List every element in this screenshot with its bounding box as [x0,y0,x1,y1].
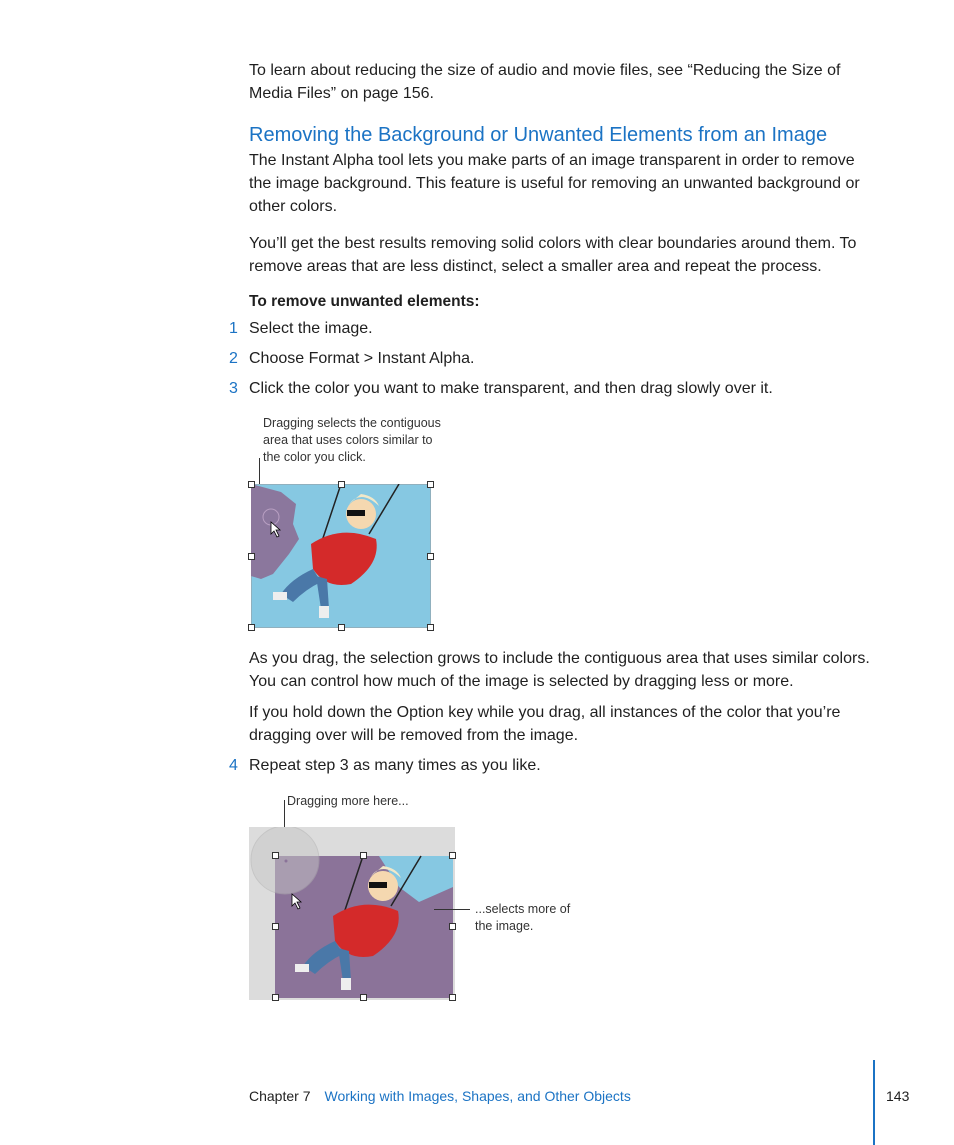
step-4 [229,755,541,777]
selection-handle[interactable] [272,923,279,930]
swing-photo-partial-selection [251,484,431,628]
step-number: 3 [229,380,238,397]
selection-handle[interactable] [248,553,255,560]
step-number: 2 [229,350,238,367]
section-heading: Removing the Background or Unwanted Elements from an Image [249,124,828,146]
selection-handle[interactable] [449,994,456,1001]
footer-divider [873,1060,875,1145]
step-2 [229,348,474,370]
step-1 [229,318,373,340]
selection-handle[interactable] [272,994,279,1001]
step-number: 1 [229,320,238,337]
paragraph-best-results: You’ll get the best results removing solid colors with clear boundaries around them. To remove areas that are less distinct, select a smaller area and repeat the process. [249,235,857,275]
task-heading: To remove unwanted elements: [249,293,480,310]
figure2-caption-left: Dragging more here... [287,794,409,808]
step-text: Select the image. [249,320,373,337]
step-text: Click the color you want to make transparent, and then drag slowly over it. [249,380,773,397]
swing-photo-expanded-selection [249,827,455,1000]
selection-handle[interactable] [272,852,279,859]
selection-handle[interactable] [427,481,434,488]
figure2-caption-right: ...selects more of the image. [475,902,571,933]
selection-handle[interactable] [338,624,345,631]
selection-handle[interactable] [427,624,434,631]
selection-handle[interactable] [449,852,456,859]
footer-chapter [249,1088,631,1104]
selection-handle[interactable] [449,923,456,930]
page-number: 143 [886,1088,910,1104]
paragraph-as-you-drag: As you drag, the selection grows to include the contiguous area that uses similar colors. You can control how much of the image is selected by dragging less or more. [249,650,870,690]
step-number: 4 [229,757,238,774]
selection-handle[interactable] [338,481,345,488]
selection-handle[interactable] [360,994,367,1001]
step-3 [229,378,773,400]
figure1-caption: Dragging selects the contiguous area that uses colors similar to the color you click. [263,416,441,464]
step-text: Choose Format > Instant Alpha. [249,350,475,367]
chapter-label: Chapter 7 [249,1088,311,1104]
selection-handle[interactable] [427,553,434,560]
figure1-image [251,484,431,628]
paragraph-instant-alpha: The Instant Alpha tool lets you make parts of an image transparent in order to remove the image background. This feature is useful for removing an unwanted background or other colors. [249,152,860,215]
step-text: Repeat step 3 as many times as you like. [249,757,541,774]
chapter-title-link[interactable]: Working with Images, Shapes, and Other Objects [324,1088,631,1104]
callout-line [434,909,470,910]
figure2-image [249,827,455,1000]
paragraph-option-key: If you hold down the Option key while you drag, all instances of the color that you’re dragging over will be removed from the image. [249,704,841,744]
selection-handle[interactable] [248,624,255,631]
selection-handle[interactable] [360,852,367,859]
intro-paragraph: To learn about reducing the size of audio and movie files, see “Reducing the Size of Media Files” on page 156. [249,62,841,102]
selection-handle[interactable] [248,481,255,488]
